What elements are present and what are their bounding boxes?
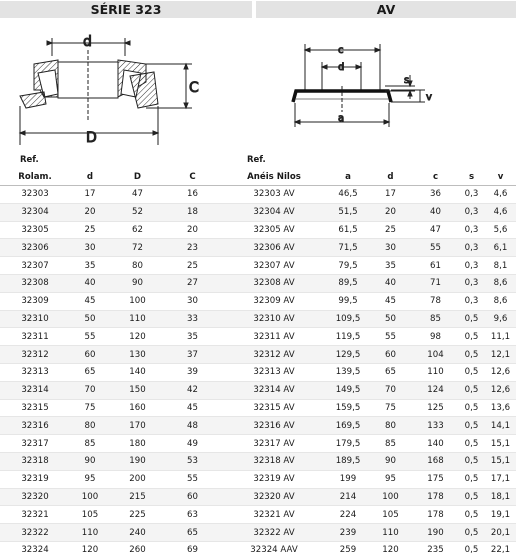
table-cell: 180: [110, 435, 165, 453]
table-cell: 32320: [0, 488, 70, 506]
table-cell: 90: [110, 274, 165, 292]
table-cell: 46,5: [328, 186, 368, 204]
table-cell: 32309 AV: [220, 292, 328, 310]
col-header: v: [485, 168, 516, 186]
table-row: [0, 524, 516, 542]
table-cell: 199: [328, 470, 368, 488]
table-cell: 32320 AV: [220, 488, 328, 506]
table-cell: 190: [413, 524, 458, 542]
table-cell: 169,5: [328, 417, 368, 435]
table-cell: 47: [413, 221, 458, 239]
table-cell: 45: [165, 399, 220, 417]
table-cell: 239: [328, 524, 368, 542]
table-row: [0, 221, 516, 239]
table-cell: 62: [110, 221, 165, 239]
table-cell: 8,6: [485, 274, 516, 292]
table-cell: 0,3: [458, 239, 485, 257]
table-cell: 100: [110, 292, 165, 310]
table-cell: 240: [110, 524, 165, 542]
table-cell: 32305: [0, 221, 70, 239]
table-cell: 32307 AV: [220, 257, 328, 275]
table-cell: 85: [368, 435, 413, 453]
table-cell: 78: [413, 292, 458, 310]
table-cell: 35: [368, 257, 413, 275]
table-cell: 30: [70, 239, 110, 257]
table-cell: 20,1: [485, 524, 516, 542]
table-cell: 14,1: [485, 417, 516, 435]
table-cell: 120: [110, 328, 165, 346]
table-cell: 89,5: [328, 274, 368, 292]
table-cell: 80: [368, 417, 413, 435]
col-header: C: [165, 168, 220, 186]
table-cell: 55: [368, 328, 413, 346]
table-cell: 32304: [0, 203, 70, 221]
table-cell: 110: [70, 524, 110, 542]
table-cell: 0,5: [458, 417, 485, 435]
table-cell: 60: [165, 488, 220, 506]
table-cell: 32310 AV: [220, 310, 328, 328]
table-cell: 35: [70, 257, 110, 275]
table-cell: 30: [165, 292, 220, 310]
table-cell: 32316: [0, 417, 70, 435]
table-cell: 260: [110, 541, 165, 558]
table-cell: 51,5: [328, 203, 368, 221]
table-cell: 32324 AAV: [220, 541, 328, 558]
table-cell: 80: [70, 417, 110, 435]
table-cell: 42: [165, 381, 220, 399]
table-cell: 133: [413, 417, 458, 435]
bearing-data-table: [0, 168, 516, 559]
table-cell: 98: [413, 328, 458, 346]
table-cell: 4,6: [485, 186, 516, 204]
table-cell: 32305 AV: [220, 221, 328, 239]
table-cell: 160: [110, 399, 165, 417]
table-cell: 71,5: [328, 239, 368, 257]
table-cell: 32307: [0, 257, 70, 275]
table-cell: 105: [368, 506, 413, 524]
table-cell: 32308: [0, 274, 70, 292]
table-cell: 32310: [0, 310, 70, 328]
table-cell: 0,5: [458, 399, 485, 417]
table-cell: 150: [110, 381, 165, 399]
table-cell: 65: [70, 363, 110, 381]
table-row: [0, 274, 516, 292]
table-cell: 65: [165, 524, 220, 542]
table-cell: 100: [70, 488, 110, 506]
table-cell: 178: [413, 488, 458, 506]
table-cell: 4,6: [485, 203, 516, 221]
dim-s-label: s: [404, 75, 410, 86]
table-row: [0, 203, 516, 221]
table-row: [0, 506, 516, 524]
table-cell: 225: [110, 506, 165, 524]
table-cell: 0,3: [458, 257, 485, 275]
table-cell: 149,5: [328, 381, 368, 399]
table-cell: 32313 AV: [220, 363, 328, 381]
table-cell: 23: [165, 239, 220, 257]
table-header-row: [0, 168, 516, 186]
table-cell: 95: [368, 470, 413, 488]
col-header: s: [458, 168, 485, 186]
table-cell: 168: [413, 452, 458, 470]
table-cell: 22,1: [485, 541, 516, 558]
dim-C-label: C: [189, 80, 199, 96]
table-cell: 18: [165, 203, 220, 221]
table-cell: 105: [70, 506, 110, 524]
table-cell: 32316 AV: [220, 417, 328, 435]
table-cell: 0,5: [458, 346, 485, 364]
table-row: [0, 239, 516, 257]
table-row: [0, 452, 516, 470]
table-cell: 40: [368, 274, 413, 292]
table-cell: 37: [165, 346, 220, 364]
table-cell: 70: [70, 381, 110, 399]
table-cell: 25: [70, 221, 110, 239]
table-cell: 72: [110, 239, 165, 257]
table-cell: 0,5: [458, 452, 485, 470]
table-cell: 159,5: [328, 399, 368, 417]
table-cell: 12,6: [485, 363, 516, 381]
table-cell: 110: [413, 363, 458, 381]
table-cell: 48: [165, 417, 220, 435]
table-cell: 16: [165, 186, 220, 204]
table-cell: 71: [413, 274, 458, 292]
table-cell: 45: [368, 292, 413, 310]
table-cell: 20: [368, 203, 413, 221]
table-cell: 47: [110, 186, 165, 204]
table-row: [0, 257, 516, 275]
table-cell: 40: [70, 274, 110, 292]
table-cell: 32314: [0, 381, 70, 399]
table-cell: 50: [70, 310, 110, 328]
table-cell: 55: [413, 239, 458, 257]
table-cell: 32312: [0, 346, 70, 364]
table-cell: 17: [70, 186, 110, 204]
table-cell: 0,5: [458, 470, 485, 488]
table-cell: 33: [165, 310, 220, 328]
table-cell: 235: [413, 541, 458, 558]
table-cell: 0,3: [458, 274, 485, 292]
table-cell: 53: [165, 452, 220, 470]
table-cell: 32304 AV: [220, 203, 328, 221]
technical-drawings: [0, 0, 516, 160]
table-row: [0, 346, 516, 364]
table-cell: 0,5: [458, 435, 485, 453]
table-cell: 55: [165, 470, 220, 488]
table-cell: 6,1: [485, 239, 516, 257]
table-cell: 0,5: [458, 310, 485, 328]
table-cell: 32314 AV: [220, 381, 328, 399]
table-cell: 39: [165, 363, 220, 381]
col-header: a: [328, 168, 368, 186]
table-cell: 215: [110, 488, 165, 506]
dim-v-label: v: [426, 92, 432, 103]
table-cell: 12,1: [485, 346, 516, 364]
series-title: SÉRIE 323: [0, 1, 252, 18]
table-cell: 99,5: [328, 292, 368, 310]
dim-d2-label: d: [338, 62, 345, 73]
table-cell: 0,5: [458, 524, 485, 542]
table-row: [0, 292, 516, 310]
table-cell: 25: [368, 221, 413, 239]
dim-a-label: a: [338, 113, 345, 124]
ref-label-right: Ref.: [247, 155, 266, 165]
table-cell: 224: [328, 506, 368, 524]
table-cell: 5,6: [485, 221, 516, 239]
table-cell: 32322: [0, 524, 70, 542]
table-cell: 32319 AV: [220, 470, 328, 488]
table-cell: 32306 AV: [220, 239, 328, 257]
table-cell: 17: [368, 186, 413, 204]
table-cell: 60: [368, 346, 413, 364]
table-cell: 95: [70, 470, 110, 488]
table-cell: 32312 AV: [220, 346, 328, 364]
table-cell: 0,3: [458, 221, 485, 239]
table-cell: 63: [165, 506, 220, 524]
table-cell: 32317 AV: [220, 435, 328, 453]
table-cell: 20: [165, 221, 220, 239]
table-cell: 45: [70, 292, 110, 310]
table-cell: 178: [413, 506, 458, 524]
table-cell: 32317: [0, 435, 70, 453]
table-cell: 69: [165, 541, 220, 558]
table-row: [0, 381, 516, 399]
table-cell: 79,5: [328, 257, 368, 275]
table-cell: 75: [368, 399, 413, 417]
col-header: Rolam.: [0, 168, 70, 186]
ring-drawing: [293, 44, 432, 127]
table-cell: 100: [368, 488, 413, 506]
table-cell: 8,1: [485, 257, 516, 275]
table-cell: 9,6: [485, 310, 516, 328]
table-cell: 0,3: [458, 203, 485, 221]
table-cell: 0,3: [458, 186, 485, 204]
table-cell: 200: [110, 470, 165, 488]
table-cell: 32303: [0, 186, 70, 204]
table-cell: 32311: [0, 328, 70, 346]
table-cell: 0,5: [458, 488, 485, 506]
table-cell: 32318 AV: [220, 452, 328, 470]
bearing-drawing: [20, 34, 199, 146]
table-cell: 36: [413, 186, 458, 204]
table-cell: 110: [110, 310, 165, 328]
table-cell: 104: [413, 346, 458, 364]
table-cell: 32309: [0, 292, 70, 310]
table-cell: 18,1: [485, 488, 516, 506]
table-cell: 189,5: [328, 452, 368, 470]
col-header: D: [110, 168, 165, 186]
table-cell: 32315: [0, 399, 70, 417]
table-cell: 32303 AV: [220, 186, 328, 204]
col-header: d: [70, 168, 110, 186]
table-cell: 0,5: [458, 506, 485, 524]
table-row: [0, 363, 516, 381]
table-cell: 0,3: [458, 292, 485, 310]
table-cell: 32311 AV: [220, 328, 328, 346]
table-cell: 60: [70, 346, 110, 364]
table-cell: 175: [413, 470, 458, 488]
table-cell: 32318: [0, 452, 70, 470]
table-cell: 65: [368, 363, 413, 381]
table-row: [0, 417, 516, 435]
table-cell: 190: [110, 452, 165, 470]
table-cell: 32321 AV: [220, 506, 328, 524]
table-cell: 15,1: [485, 435, 516, 453]
table-cell: 61,5: [328, 221, 368, 239]
table-cell: 75: [70, 399, 110, 417]
table-cell: 80: [110, 257, 165, 275]
table-cell: 139,5: [328, 363, 368, 381]
table-cell: 140: [413, 435, 458, 453]
col-header: Anéis Nilos: [220, 168, 328, 186]
table-cell: 20: [70, 203, 110, 221]
table-cell: 32306: [0, 239, 70, 257]
table-cell: 61: [413, 257, 458, 275]
table-cell: 13,6: [485, 399, 516, 417]
av-title: AV: [256, 1, 516, 18]
table-row: [0, 310, 516, 328]
table-cell: 0,5: [458, 363, 485, 381]
table-cell: 120: [368, 541, 413, 558]
table-cell: 170: [110, 417, 165, 435]
table-cell: 17,1: [485, 470, 516, 488]
table-cell: 52: [110, 203, 165, 221]
table-cell: 109,5: [328, 310, 368, 328]
col-header: c: [413, 168, 458, 186]
table-cell: 30: [368, 239, 413, 257]
table-cell: 15,1: [485, 452, 516, 470]
dim-D-label: D: [86, 130, 97, 146]
table-cell: 32319: [0, 470, 70, 488]
table-row: [0, 541, 516, 558]
table-cell: 90: [368, 452, 413, 470]
table-cell: 85: [70, 435, 110, 453]
table-row: [0, 328, 516, 346]
table-cell: 27: [165, 274, 220, 292]
table-cell: 19,1: [485, 506, 516, 524]
table-cell: 110: [368, 524, 413, 542]
table-cell: 40: [413, 203, 458, 221]
table-cell: 119,5: [328, 328, 368, 346]
table-cell: 32315 AV: [220, 399, 328, 417]
table-cell: 55: [70, 328, 110, 346]
table-cell: 179,5: [328, 435, 368, 453]
table-cell: 130: [110, 346, 165, 364]
table-cell: 11,1: [485, 328, 516, 346]
table-cell: 124: [413, 381, 458, 399]
table-cell: 25: [165, 257, 220, 275]
dim-c-label: c: [338, 45, 344, 56]
dim-d-label: d: [83, 34, 92, 50]
ref-label-left: Ref.: [20, 155, 39, 165]
table-cell: 50: [368, 310, 413, 328]
table-cell: 32321: [0, 506, 70, 524]
table-cell: 140: [110, 363, 165, 381]
table-row: [0, 470, 516, 488]
table-cell: 0,5: [458, 328, 485, 346]
table-cell: 214: [328, 488, 368, 506]
table-row: [0, 399, 516, 417]
table-cell: 129,5: [328, 346, 368, 364]
table-cell: 0,5: [458, 381, 485, 399]
table-cell: 32322 AV: [220, 524, 328, 542]
table-cell: 35: [165, 328, 220, 346]
table-cell: 32313: [0, 363, 70, 381]
table-cell: 120: [70, 541, 110, 558]
col-header: d: [368, 168, 413, 186]
table-row: [0, 435, 516, 453]
table-cell: 70: [368, 381, 413, 399]
table-cell: 85: [413, 310, 458, 328]
table-row: [0, 186, 516, 204]
table-cell: 32308 AV: [220, 274, 328, 292]
table-cell: 90: [70, 452, 110, 470]
table-cell: 8,6: [485, 292, 516, 310]
table-cell: 125: [413, 399, 458, 417]
table-cell: 259: [328, 541, 368, 558]
table-row: [0, 488, 516, 506]
table-cell: 49: [165, 435, 220, 453]
table-cell: 32324: [0, 541, 70, 558]
table-cell: 0,5: [458, 541, 485, 558]
table-cell: 12,6: [485, 381, 516, 399]
